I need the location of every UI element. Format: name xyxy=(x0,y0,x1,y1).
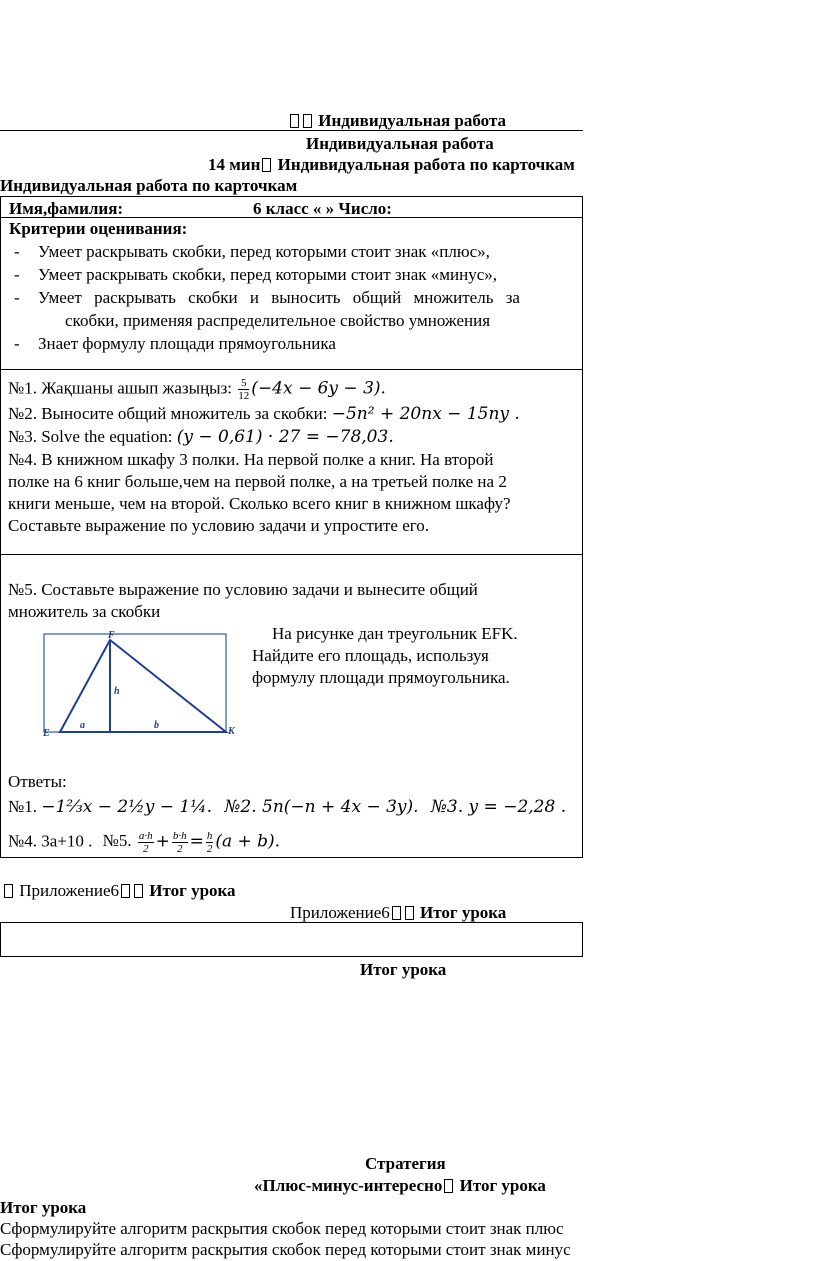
ans5-fraction-2: $\frac{b\cdot h}{2}$ xyxy=(172,830,187,855)
criteria-list xyxy=(0,240,583,355)
criteria-item: - Умеет раскрывать скобки и выносить общий множитель за xyxy=(0,286,583,309)
strategy-question-2: Сформулируйте алгоритм раскрытия скобок перед которыми стоит знак минус xyxy=(0,1240,571,1259)
answers-line-2: №4. 3a+10 . №5. $\frac{a\cdot h}{2}$ + $\frac{b\cdot h}{2}$ = $\frac{h}{2}$ (a + b). xyxy=(8,830,281,855)
missing-glyph-icon xyxy=(134,884,143,898)
strategy-question-1: Сформулируйте алгоритм раскрытия скобок перед которыми стоит знак плюс xyxy=(0,1219,564,1238)
header-line-3: 14 мин Индивидуальная работа по карточкам xyxy=(208,155,575,174)
missing-glyph-icon xyxy=(290,114,299,128)
triangle-efk-figure xyxy=(40,628,240,740)
header-line-1: Индивидуальная работа xyxy=(288,111,506,131)
label-b: b xyxy=(154,720,159,731)
missing-glyph-icon xyxy=(4,884,13,898)
criteria-item-cont: скобки, применяя распределительное свойство умножения xyxy=(65,311,491,330)
label-E: E xyxy=(43,728,50,739)
strategy-heading: Итог урока xyxy=(0,1198,87,1217)
task-4: №4. В книжном шкафу 3 полки. На первой полке а книг. На второй полке на 6 книг больше,чем на первой полке, а на третьей полке на 2 книги меньше, чем на второй. Сколько всего книг в книжном шкафу? Составьте выражение по условию задачи и упростите его. xyxy=(8,450,511,535)
label-K: K xyxy=(228,726,235,737)
criteria-item: - Умеет раскрывать скобки, перед которыми стоит знак «плюс», xyxy=(0,240,583,263)
rectangle-outline xyxy=(44,634,226,732)
missing-glyph-icon xyxy=(262,158,271,172)
criteria-item: - Умеет раскрывать скобки, перед которыми стоит знак «минус», xyxy=(0,263,583,286)
name-label: Имя,фамилия: xyxy=(9,199,124,218)
task-1: №1. Жақшаны ашып жазыңыз: $\frac{5}{12}$ (−4x − 6y − 3). xyxy=(8,377,386,402)
ans5-fraction-3: $\frac{h}{2}$ xyxy=(206,830,213,855)
missing-glyph-icon xyxy=(303,114,312,128)
summary-box xyxy=(0,922,583,957)
strategy-subtitle: «Плюс-минус-интересно Итог урока xyxy=(254,1176,546,1195)
task-5: №5. Составьте выражение по условию задачи и вынесите общий множитель за скобки xyxy=(8,580,478,621)
task-2: №2. Выносите общий множитель за скобки: −5n² + 20nx − 15ny . xyxy=(8,404,520,424)
answers-title: Ответы: xyxy=(8,772,67,791)
criteria-title: Критерии оценивания: xyxy=(9,219,188,238)
label-F: F xyxy=(108,630,115,641)
missing-glyph-icon xyxy=(405,906,414,920)
appendix-line-2: Приложение6 Итог урока xyxy=(290,903,507,922)
answers-line-1: №1. −1⅔x − 2½y − 1¼. №2. 5n(−n + 4x − 3y). №3. y = −2,28 . xyxy=(8,797,567,817)
appendix-after-box: Итог урока xyxy=(360,960,447,979)
header-rule xyxy=(0,130,583,131)
header-line-4: Индивидуальная работа по карточкам xyxy=(0,176,298,195)
class-label: 6 класс « » Число: xyxy=(253,199,392,218)
task-5-description: На рисунке дан треугольник EFK. Найдите его площадь, используя формулу площади прямоугольника. xyxy=(252,624,518,687)
triangle-outline xyxy=(60,640,226,732)
card-row-divider xyxy=(0,554,583,555)
header-line-2: Индивидуальная работа xyxy=(306,134,494,153)
card-row-divider xyxy=(0,369,583,370)
missing-glyph-icon xyxy=(444,1179,453,1193)
label-h: h xyxy=(114,686,120,697)
criteria-item: - Знает формулу площади прямоугольника xyxy=(0,332,583,355)
appendix-line-1: Приложение6 Итог урока xyxy=(2,881,236,901)
missing-glyph-icon xyxy=(121,884,130,898)
label-a: a xyxy=(80,720,85,731)
ans5-fraction-1: $\frac{a\cdot h}{2}$ xyxy=(138,830,153,855)
strategy-title: Стратегия xyxy=(365,1154,446,1173)
missing-glyph-icon xyxy=(392,906,401,920)
task-3: №3. Solve the equation: (y − 0,61) · 27 = −78,03. xyxy=(8,427,394,447)
task-1-fraction: $\frac{5}{12}$ xyxy=(238,377,250,402)
